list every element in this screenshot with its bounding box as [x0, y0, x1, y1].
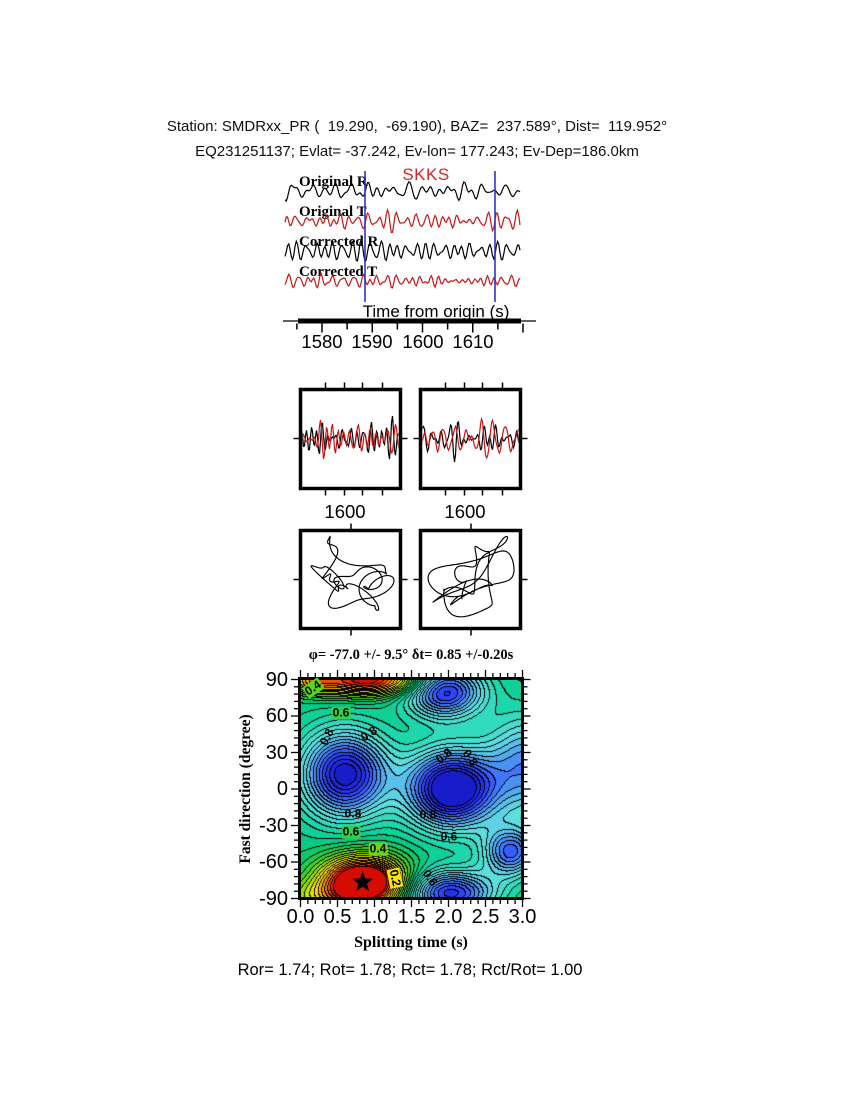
trace-label-original-r: Original R: [299, 174, 368, 190]
trace-label-original-t: Original T: [299, 204, 367, 220]
contour-y-axis-title: Fast direction (degree): [237, 714, 254, 864]
station-info-line: Station: SMDRxx_PR ( 19.290, -69.190), BAZ= 237.589°, Dist= 119.952°: [166, 118, 668, 135]
x-axis-tick-label: 0.0: [286, 906, 315, 928]
contour-level-label: 0.2: [386, 868, 404, 888]
contour-level-label: 0.6: [342, 824, 360, 839]
event-info-line: EQ231251137; Evlat= -37.242, Ev-lon= 177.243; Ev-Dep=186.0km: [195, 143, 639, 160]
x-axis-tick-label: 3.0: [508, 906, 537, 928]
time-tick-label: 1580: [301, 331, 343, 352]
y-axis-tick-label: 30: [265, 741, 288, 764]
contour-level-label: 0.8: [344, 806, 362, 821]
contour-level-label: 0.8: [316, 726, 337, 748]
splitting-result-title: φ= -77.0 +/- 9.5° δt= 0.85 +/-0.20s: [308, 647, 514, 663]
time-tick-label: 1600: [402, 331, 444, 352]
compare-panel-tick-label: 1600: [444, 501, 486, 522]
contour-level-label: 0.4: [301, 677, 324, 699]
x-axis-tick-label: 0.5: [323, 906, 352, 928]
y-axis-tick-label: 90: [265, 668, 288, 691]
contour-level-label: 0.4: [369, 841, 387, 856]
contour-level-label: 0.6: [440, 829, 458, 844]
quality-ratios-text: Ror= 1.74; Rot= 1.78; Rct= 1.78; Rct/Rot= 1.00: [237, 961, 583, 979]
x-axis-tick-label: 1.0: [360, 906, 389, 928]
x-axis-tick-label: 2.5: [471, 906, 500, 928]
x-axis-tick-label: 2.0: [434, 906, 463, 928]
contour-level-label: 0.8: [419, 807, 437, 822]
y-axis-tick-label: -30: [259, 814, 288, 837]
x-axis-tick-label: 1.5: [397, 906, 426, 928]
contour-level-label: 0.8: [459, 746, 481, 769]
trace-label-corrected-r: Corrected R: [299, 234, 379, 250]
time-tick-label: 1590: [351, 331, 393, 352]
contour-x-axis-title: Splitting time (s): [354, 934, 468, 951]
contour-level-label: 0.6: [332, 705, 350, 720]
contour-level-label: 0.8: [358, 723, 380, 745]
y-axis-tick-label: -60: [259, 851, 288, 873]
trace-label-corrected-t: Corrected T: [299, 264, 378, 280]
y-axis-tick-label: 0: [276, 778, 288, 800]
y-axis-tick-label: -90: [259, 887, 288, 910]
compare-panel-tick-label: 1600: [324, 501, 366, 522]
contour-level-label: 0.8: [432, 745, 455, 767]
phase-name-label: SKKS: [402, 165, 450, 184]
time-tick-label: 1610: [452, 331, 494, 352]
contour-level-label: 0.6: [419, 866, 441, 889]
time-axis-title: Time from origin (s): [362, 302, 510, 321]
y-axis-tick-label: 60: [265, 705, 288, 727]
